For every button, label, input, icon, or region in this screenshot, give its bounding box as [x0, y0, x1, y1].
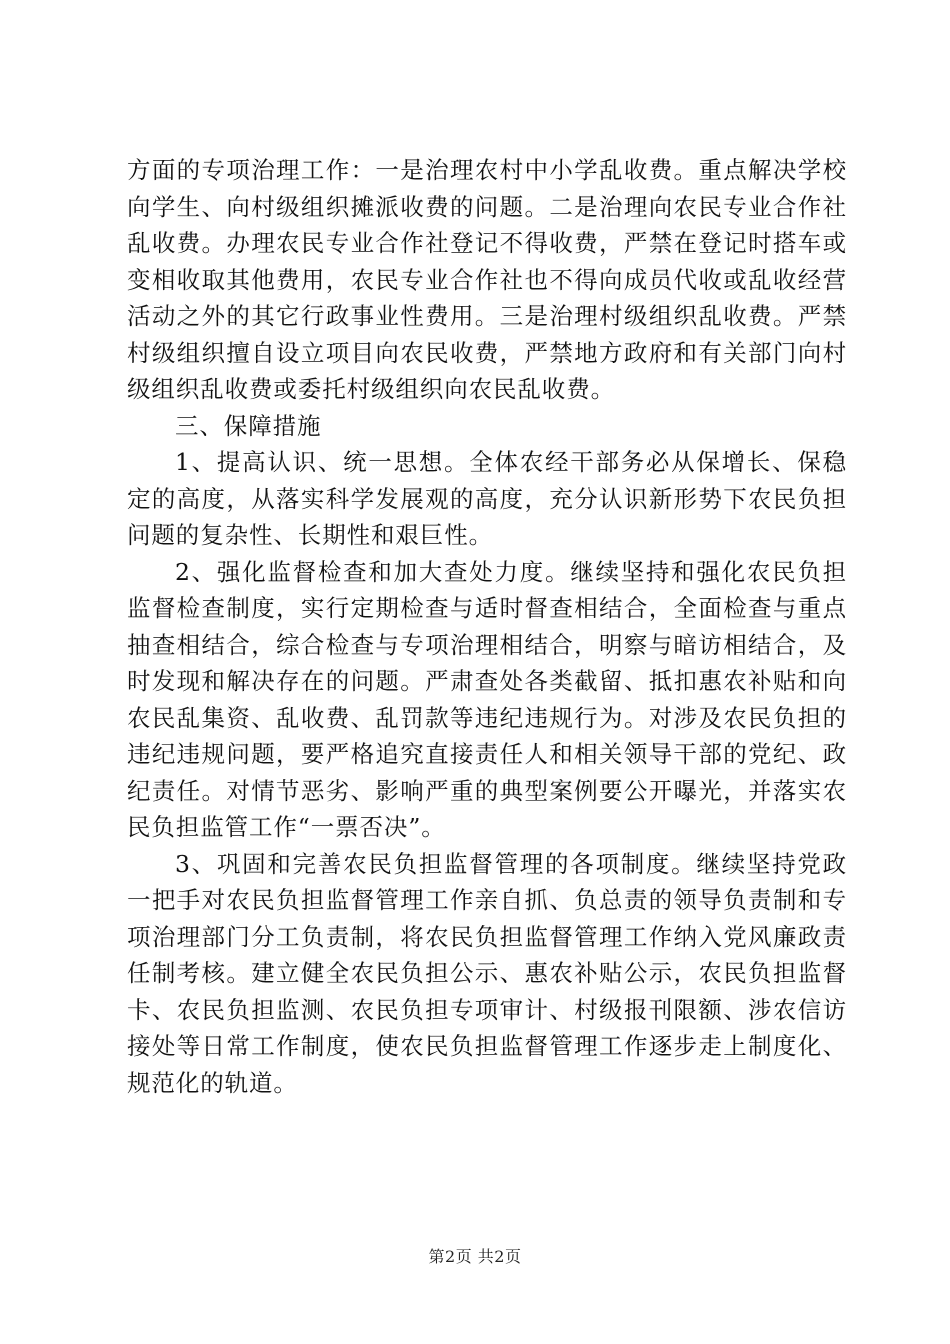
paragraph-measure-1: 1、提高认识、统一思想。全体农经干部务必从保增长、保稳定的高度，从落实科学发展观的高度，充分认识新形势下农民负担问题的复杂性、长期性和艰巨性。: [127, 448, 847, 549]
paragraph-measure-2: 2、强化监督检查和加大查处力度。继续坚持和强化农民负担监督检查制度，实行定期检查与适时督查相结合，全面检查与重点抽查相结合，综合检查与专项治理相结合，明察与暗访相结合，及时发现和解决存在的问题。严肃查处各类截留、抵扣惠农补贴和向农民乱集资、乱收费、乱罚款等违纪违规行为。对涉及农民负担的违纪违规问题，要严格追究直接责任人和相关领导干部的党纪、政纪责任。对情节恶劣、影响严重的典型案例要公开曝光，并落实农民负担监管工作“一票否决”。: [127, 557, 847, 841]
paragraph-measure-3: 3、巩固和完善农民负担监督管理的各项制度。继续坚持党政一把手对农民负担监督管理工作亲自抓、负总责的领导负责制和专项治理部门分工负责制，将农民负担监督管理工作纳入党风廉政责任制考核。建立健全农民负担公示、惠农补贴公示，农民负担监督卡、农民负担监测、农民负担专项审计、村级报刊限额、涉农信访接处等日常工作制度，使农民负担监督管理工作逐步走上制度化、规范化的轨道。: [127, 849, 847, 1097]
section-heading-safeguards: 三、保障措施: [175, 411, 322, 440]
paragraph-continuation: 方面的专项治理工作：一是治理农村中小学乱收费。重点解决学校向学生、向村级组织摊派收费的问题。二是治理向农民专业合作社乱收费。办理农民专业合作社登记不得收费，严禁在登记时搭车或变相收取其他费用，农民专业合作社也不得向成员代收或乱收经营活动之外的其它行政事业性费用。三是治理村级组织乱收费。严禁村级组织擅自设立项目向农民收费，严禁地方政府和有关部门向村级组织乱收费或委托村级组织向农民乱收费。: [127, 156, 847, 403]
page-footer: [0, 1244, 950, 1267]
page-number-label: 第2页 共2页: [428, 1247, 522, 1266]
document-body: [127, 152, 847, 1101]
